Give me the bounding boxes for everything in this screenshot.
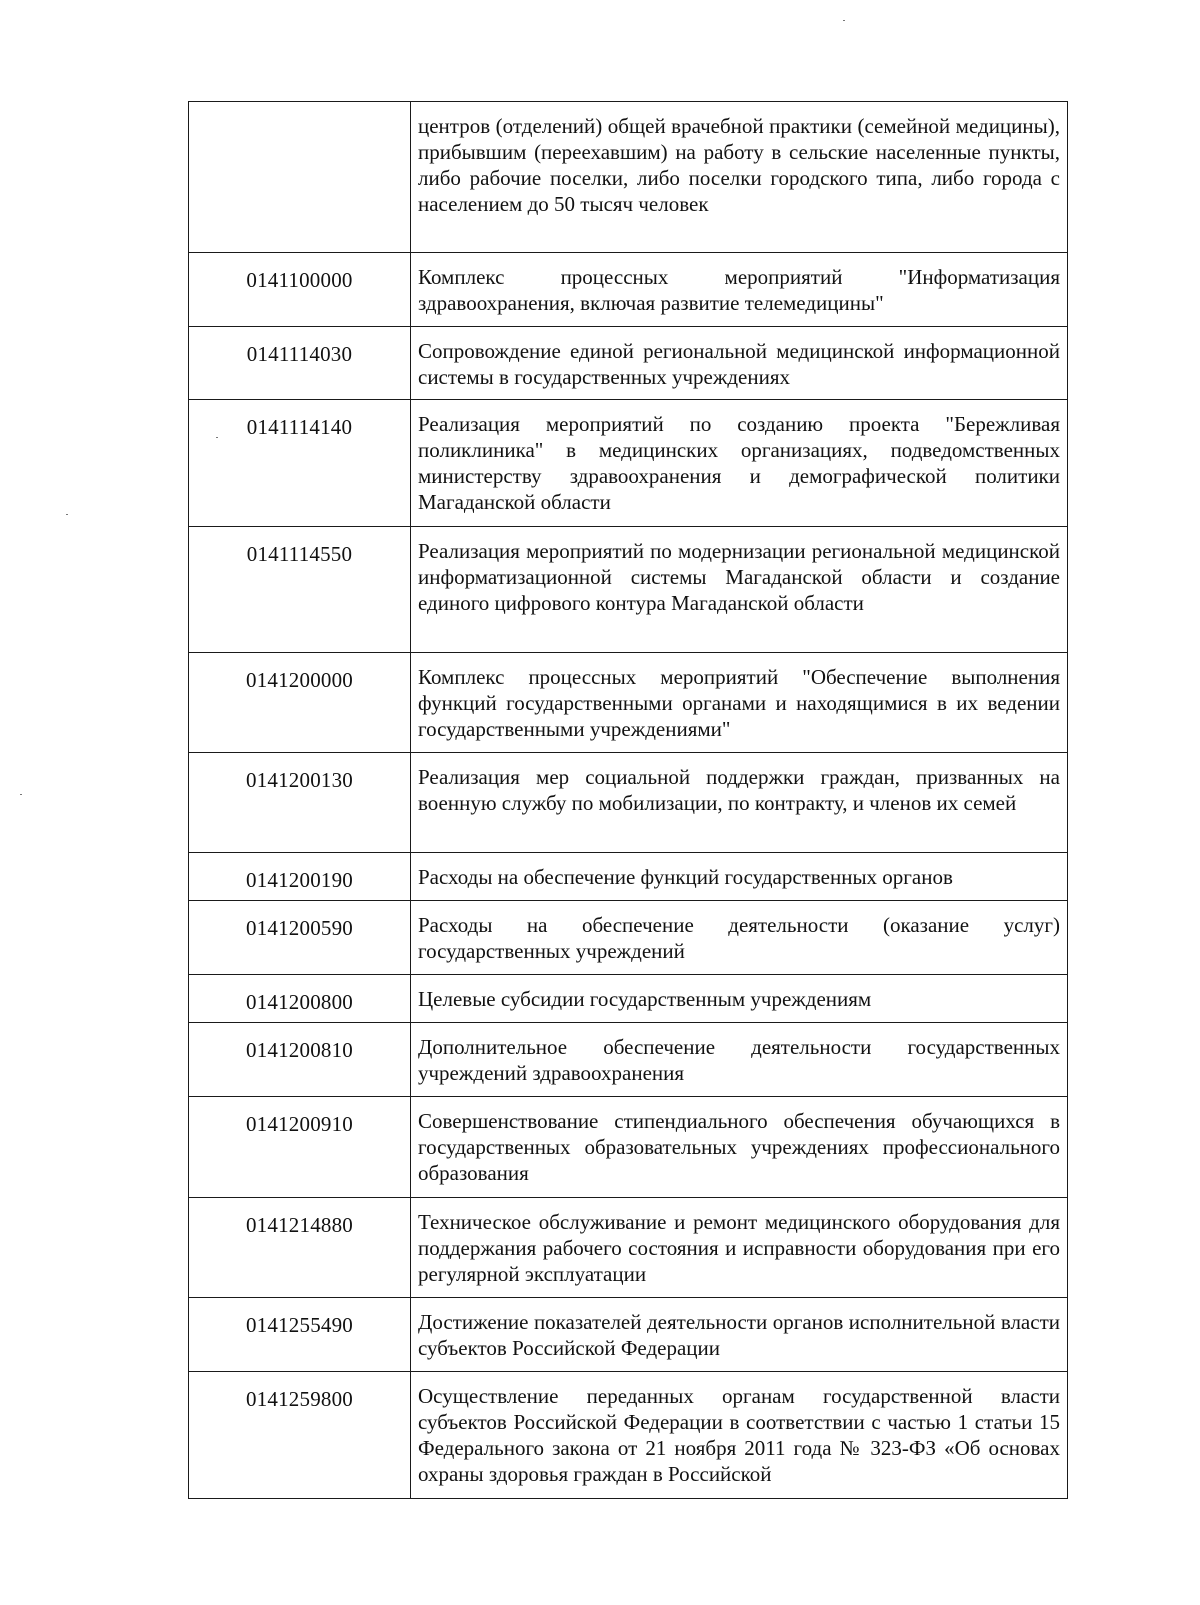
description-cell: Техническое обслуживание и ремонт медицинского оборудования для поддержания рабочего состояния и исправности оборудования при его регулярной эксплуатации [411, 1198, 1068, 1298]
description-cell: Сопровождение единой региональной медицинской информационной системы в государственных учреждениях [411, 327, 1068, 400]
code-cell: 0141200800 [189, 975, 411, 1023]
description-cell: Комплекс процессных мероприятий "Информатизация здравоохранения, включая развитие телемедицины" [411, 253, 1068, 327]
description-cell: Целевые субсидии государственным учреждениям [411, 975, 1068, 1023]
description-cell: Реализация мероприятий по модернизации региональной медицинской информатизационной системы Магаданской области и создание единого цифрового контура Магаданской области [411, 527, 1068, 653]
table-row [189, 975, 1068, 1023]
code-cell: 0141200810 [189, 1023, 411, 1097]
description-cell: Комплекс процессных мероприятий "Обеспечение выполнения функций государственными органами и находящимися в их ведении государственными учреждениями" [411, 653, 1068, 753]
code-cell: 0141200130 [189, 753, 411, 853]
table-row [189, 753, 1068, 853]
table-row [189, 253, 1068, 327]
code-cell: 0141114550 [189, 527, 411, 653]
table-row [189, 653, 1068, 753]
table-row [189, 1198, 1068, 1298]
table-row [189, 400, 1068, 527]
code-cell [189, 102, 411, 253]
table-row [189, 327, 1068, 400]
code-cell: 0141259800 [189, 1372, 411, 1499]
table-row [189, 527, 1068, 653]
code-cell: 0141255490 [189, 1298, 411, 1372]
description-cell: Достижение показателей деятельности органов исполнительной власти субъектов Российской Федерации [411, 1298, 1068, 1372]
description-cell: Реализация мероприятий по созданию проекта "Бережливая поликлиника" в медицинских организациях, подведомственных министерству здравоохранения и демографической политики Магаданской области [411, 400, 1068, 527]
code-cell: 0141200590 [189, 901, 411, 975]
table-row [189, 1023, 1068, 1097]
budget-codes-table [188, 101, 1068, 1499]
table-row [189, 102, 1068, 253]
table-row [189, 1372, 1068, 1499]
code-cell: 0141214880 [189, 1198, 411, 1298]
table-row [189, 853, 1068, 901]
scan-speck [843, 20, 845, 21]
code-cell: 0141114030 [189, 327, 411, 400]
code-cell: 0141200910 [189, 1097, 411, 1198]
code-cell: 0141200190 [189, 853, 411, 901]
code-cell: 0141200000 [189, 653, 411, 753]
scan-speck [66, 514, 68, 515]
scan-speck [20, 794, 22, 795]
description-cell: Совершенствование стипендиального обеспечения обучающихся в государственных образовательных учреждениях профессионального образования [411, 1097, 1068, 1198]
code-cell: 0141114140 [189, 400, 411, 527]
table-row [189, 901, 1068, 975]
code-cell: 0141100000 [189, 253, 411, 327]
description-cell: Осуществление переданных органам государственной власти субъектов Российской Федерации в соответствии с частью 1 статьи 15 Федерального закона от 21 ноября 2011 года № 323-ФЗ «Об основах охраны здоровья граждан в Российской [411, 1372, 1068, 1499]
description-cell: Реализация мер социальной поддержки граждан, призванных на военную службу по мобилизации, по контракту, и членов их семей [411, 753, 1068, 853]
description-cell: Дополнительное обеспечение деятельности государственных учреждений здравоохранения [411, 1023, 1068, 1097]
description-cell: Расходы на обеспечение функций государственных органов [411, 853, 1068, 901]
description-cell: Расходы на обеспечение деятельности (оказание услуг) государственных учреждений [411, 901, 1068, 975]
table-row [189, 1097, 1068, 1198]
table-row [189, 1298, 1068, 1372]
description-cell: центров (отделений) общей врачебной практики (семейной медицины), прибывшим (переехавшим) на работу в сельские населенные пункты, либо рабочие поселки, либо поселки городского типа, либо города с населением до 50 тысяч человек [411, 102, 1068, 253]
